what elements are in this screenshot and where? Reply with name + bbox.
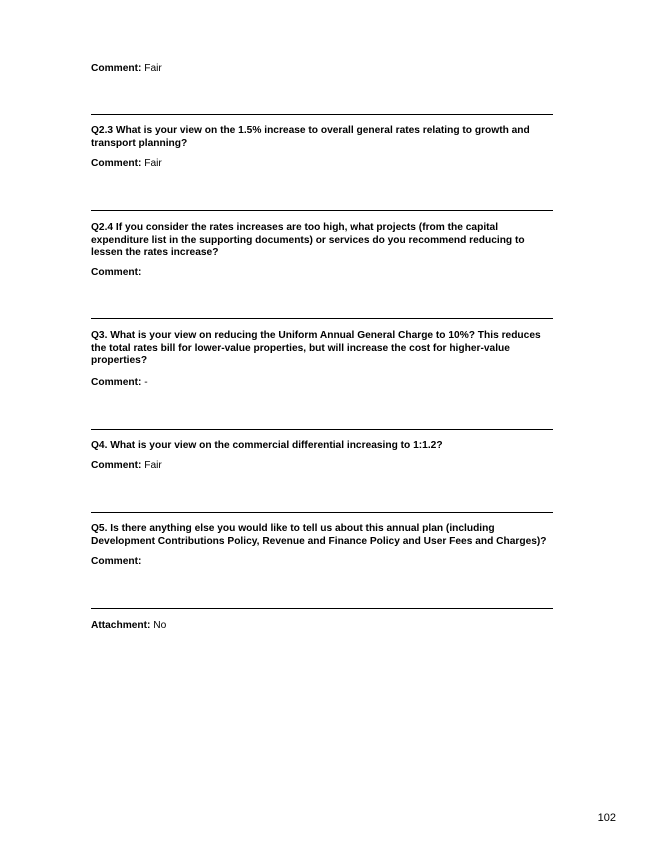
section-q2-2-tail [91, 63, 553, 76]
comment-label: Comment: [91, 267, 142, 278]
attachment-line [91, 620, 553, 633]
comment-line [91, 63, 553, 76]
question-text: Q5. Is there anything else you would like to tell us about this annual plan (including Development Contributions Policy, Revenue and Finance Policy and User Fees and Charges)? [91, 523, 547, 547]
comment-line [91, 267, 553, 280]
question-text: Q2.4 If you consider the rates increases are too high, what projects (from the capital expenditure list in the supporting documents) or services do you recommend reducing to lessen the rates increase? [91, 222, 525, 259]
section-q5 [91, 523, 553, 548]
attachment-section [91, 620, 553, 633]
comment-value: Fair [144, 460, 162, 471]
section-q2-4 [91, 222, 553, 260]
section-q4-comment [91, 460, 553, 473]
comment-line [91, 556, 553, 569]
question-text: Q2.3 What is your view on the 1.5% increase to overall general rates relating to growth and transport planning? [91, 125, 530, 149]
page-number: 102 [597, 812, 616, 824]
attachment-value: No [153, 620, 167, 631]
comment-label: Comment: [91, 556, 142, 567]
section-divider [91, 210, 553, 211]
comment-value: Fair [144, 63, 162, 74]
attachment-label: Attachment: [91, 620, 151, 631]
comment-value: - [144, 377, 148, 388]
section-q3 [91, 330, 553, 368]
section-q3-comment [91, 377, 553, 390]
section-divider [91, 114, 553, 115]
comment-line [91, 460, 553, 473]
section-q2-3-comment [91, 158, 553, 171]
question-text: Q3. What is your view on reducing the Uniform Annual General Charge to 10%? This reduces the total rates bill for lower-value properties, but will increase the cost for higher-value properties? [91, 330, 541, 367]
comment-label: Comment: [91, 460, 142, 471]
section-divider [91, 318, 553, 319]
comment-label: Comment: [91, 63, 142, 74]
comment-line [91, 377, 553, 390]
section-divider [91, 512, 553, 513]
section-q2-4-comment [91, 267, 553, 280]
section-q4 [91, 440, 553, 453]
comment-label: Comment: [91, 377, 142, 388]
comment-label: Comment: [91, 158, 142, 169]
section-divider [91, 608, 553, 609]
section-divider [91, 429, 553, 430]
section-q5-comment [91, 556, 553, 569]
comment-value: Fair [144, 158, 162, 169]
section-q2-3 [91, 125, 553, 150]
question-text: Q4. What is your view on the commercial differential increasing to 1:1.2? [91, 440, 443, 451]
comment-line [91, 158, 553, 171]
